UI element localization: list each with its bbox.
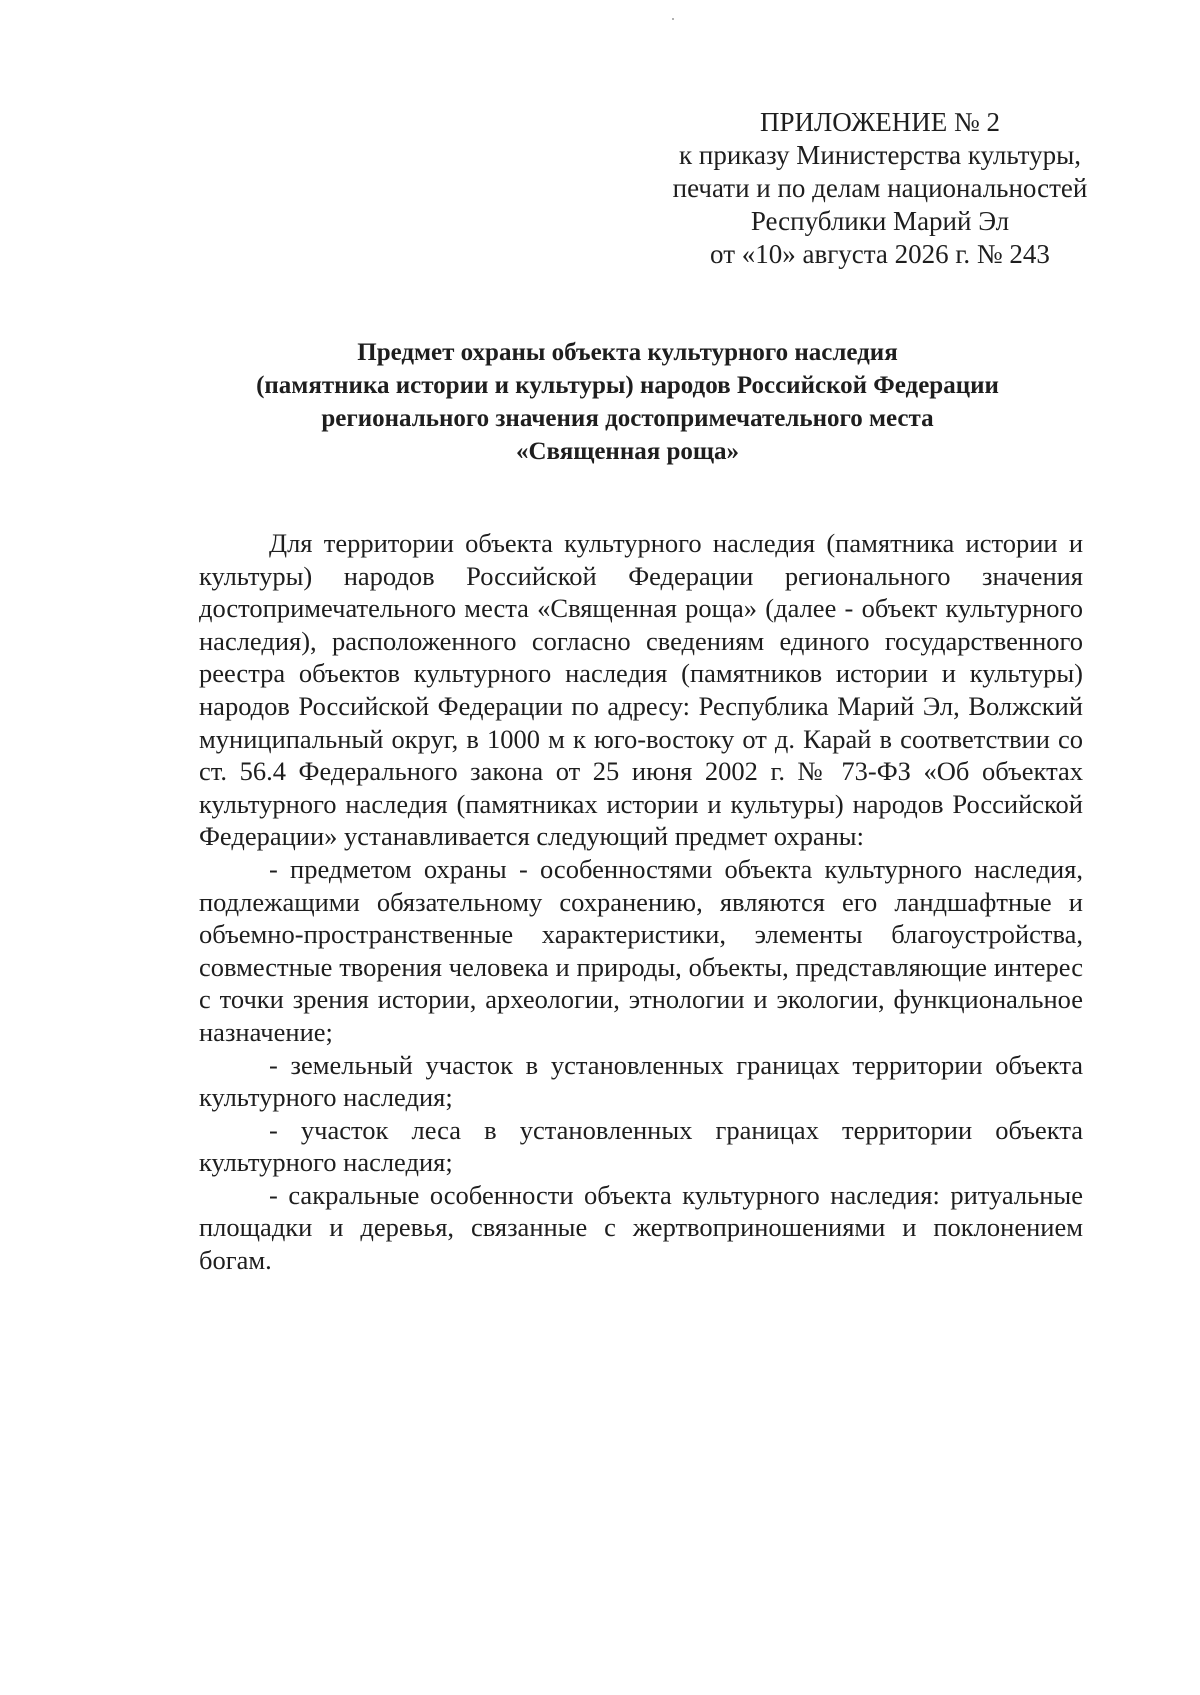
title-line: Предмет охраны объекта культурного наследия <box>357 339 898 366</box>
protection-item: - сакральные особенности объекта культурного наследия: ритуальные площадки и деревья, связанные с жертвоприношениями и поклонением богам. <box>199 1179 1083 1276</box>
appendix-heading: ПРИЛОЖЕНИЕ № 2 <box>759 107 1001 137</box>
appendix-line: Республики Марий Эл <box>750 206 1010 236</box>
title-line: регионального значения достопримечательного места <box>321 405 934 432</box>
document-title <box>160 336 1095 468</box>
appendix-date-number: от «10» августа 2026 г. № 243 <box>710 239 1050 269</box>
protection-item: - участок леса в установленных границах территории объекта культурного наследия; <box>199 1114 1083 1178</box>
document-body <box>199 527 1083 1277</box>
appendix-block <box>620 106 1140 271</box>
appendix-line: к приказу Министерства культуры, <box>679 140 1081 170</box>
title-line: (памятника истории и культуры) народов Российской Федерации <box>256 372 999 399</box>
intro-paragraph: Для территории объекта культурного наследия (памятника истории и культуры) народов Российской Федерации регионального значения достопримечательного места «Священная роща» (далее - объект культурного наследия), расположенного согласно сведениям единого государственного реестра объектов культурного наследия (памятников истории и культуры) народов Российской Федерации по адресу: Республика Марий Эл, Волжский муниципальный округ, в 1000 м к юго-востоку от д. Карай в соответствии со ст. 56.4 Федерального закона от 25 июня 2002 г. № 73-ФЗ «Об объектах культурного наследия (памятниках истории и культуры) народов Российской Федерации» устанавливается следующий предмет охраны: <box>199 528 1083 852</box>
protection-item: - земельный участок в установленных границах территории объекта культурного наследия; <box>199 1049 1083 1113</box>
title-line: «Священная роща» <box>515 438 740 465</box>
appendix-line: печати и по делам национальностей <box>672 173 1088 203</box>
protection-item: - предметом охраны - особенностями объекта культурного наследия, подлежащими обязательному сохранению, являются его ландшафтные и объемно-пространственные характеристики, элементы благоустройства, совместные творения человека и природы, объекты, представляющие интерес с точки зрения истории, археологии, этнологии и экологии, функциональное назначение; <box>199 853 1083 1047</box>
scan-speck <box>672 18 674 20</box>
